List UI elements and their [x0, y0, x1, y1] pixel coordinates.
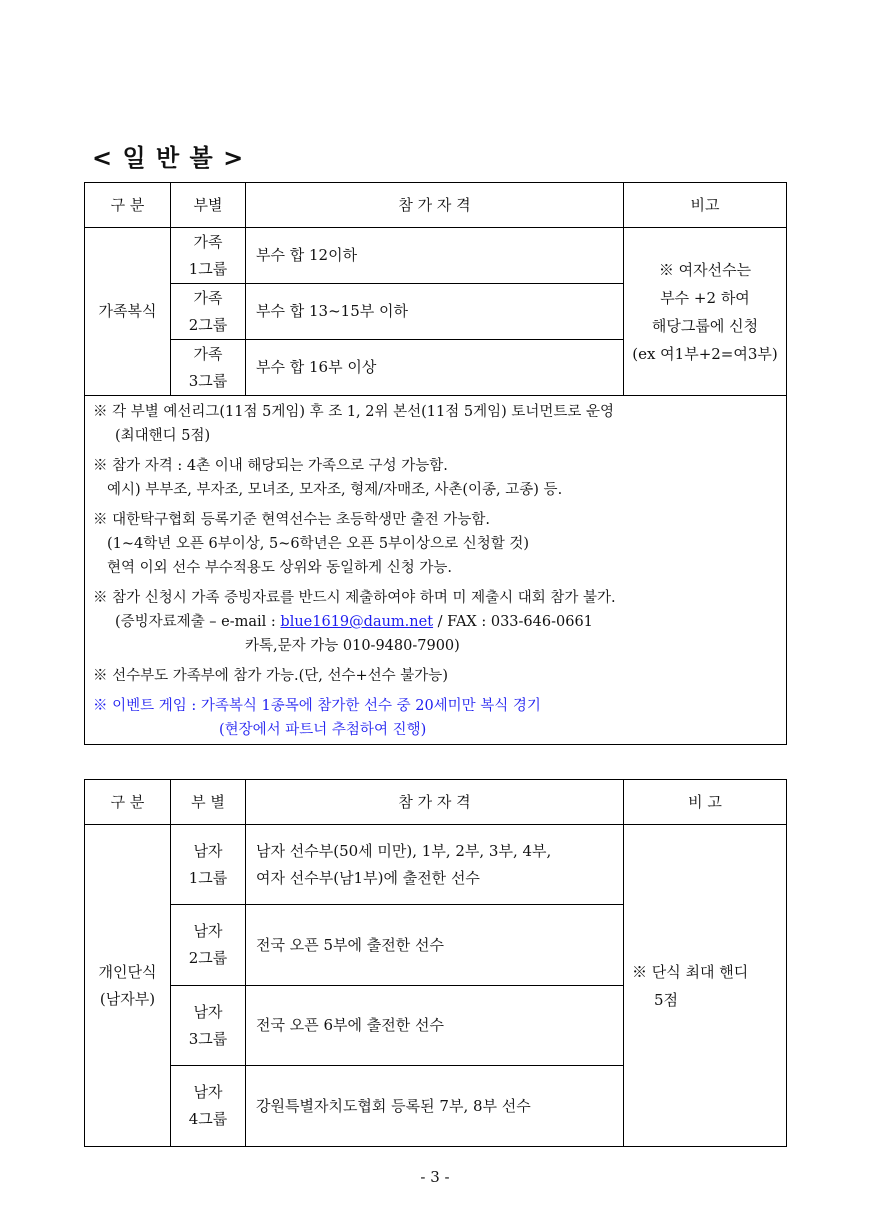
remark-cell [624, 825, 787, 1147]
table-row [85, 825, 787, 905]
qualification-cell: 부수 합 13~15부 이하 [246, 284, 624, 340]
division-line: 남자 [193, 841, 223, 860]
qualification-cell [246, 1066, 624, 1147]
division-line: 3그룹 [188, 371, 228, 390]
table1-header-row [85, 183, 787, 228]
division-line: 4그룹 [188, 1110, 228, 1128]
division-cell [171, 986, 246, 1066]
email-link[interactable]: blue1619@daum.net [280, 614, 434, 630]
division-cell [171, 905, 246, 986]
note-line: ※ 참가 신청시 가족 증빙자료를 반드시 제출하여야 하며 미 제출시 대회 참가 불가. [93, 590, 616, 606]
table-row [85, 228, 787, 284]
family-doubles-table [84, 182, 787, 745]
qualification-cell: 부수 합 16부 이상 [246, 340, 624, 396]
category-line: 개인단식 [98, 962, 157, 981]
division-line: 남자 [193, 1083, 223, 1101]
note-line: ※ 대한탁구협회 등록기준 현역선수는 초등학생만 출전 가능함. [93, 512, 490, 528]
remark-line: 부수 +2 하여 [660, 288, 750, 307]
note-line-contact [93, 610, 778, 634]
note-line: (최대핸디 5점) [115, 428, 211, 444]
category-cell: 가족복식 [85, 228, 171, 396]
qualification-line: 강원특별자치도협회 등록된 7부, 8부 선수 [256, 1096, 531, 1115]
qualification-line: 남자 선수부(50세 미만), 1부, 2부, 3부, 4부, [256, 841, 552, 860]
event-note-line: ※ 이벤트 게임 : 가족복식 1종목에 참가한 선수 중 20세미만 복식 경기 [93, 698, 541, 714]
note-line: ※ 참가 자격 : 4촌 이내 해당되는 가족으로 구성 가능함. [93, 458, 448, 474]
qualification-cell [246, 905, 624, 986]
header-category: 구 분 [85, 183, 171, 228]
remark-line: ※ 단식 최대 핸디 [632, 962, 749, 981]
header-remark: 비 고 [624, 780, 787, 825]
remark-cell [624, 228, 787, 396]
remark-line: ※ 여자선수는 [658, 260, 752, 279]
division-line: 가족 [193, 344, 223, 363]
division-line: 1그룹 [188, 259, 228, 278]
qualification-line: 전국 오픈 6부에 출전한 선수 [256, 1016, 445, 1034]
category-line: (남자부) [99, 989, 156, 1008]
header-division: 부별 [171, 183, 246, 228]
qualification-line: 여자 선수부(남1부)에 출전한 선수 [256, 868, 480, 887]
division-line: 남자 [193, 922, 223, 940]
qualification-line: 전국 오픈 5부에 출전한 선수 [256, 935, 445, 954]
division-line: 2그룹 [188, 315, 228, 334]
remark-line: 5점 [654, 990, 679, 1009]
division-line: 1그룹 [188, 868, 228, 887]
page-number: - 3 - [420, 1168, 450, 1186]
qualification-cell [246, 825, 624, 905]
division-cell [171, 825, 246, 905]
notes-cell [85, 396, 787, 745]
division-line: 2그룹 [188, 949, 228, 967]
note-line: (1~4학년 오픈 6부이상, 5~6학년은 오픈 5부이상으로 신청할 것) [107, 536, 529, 552]
category-cell [85, 825, 171, 1147]
qualification-cell [246, 986, 624, 1066]
remark-line: 해당그룹에 신청 [651, 316, 759, 335]
note-line: ※ 선수부도 가족부에 참가 가능.(단, 선수+선수 불가능) [93, 668, 448, 684]
event-note-line: (현장에서 파트너 추첨하여 진행) [219, 722, 427, 738]
note-line: 현역 이외 선수 부수적용도 상위와 동일하게 신청 가능. [107, 560, 453, 576]
remark-line: (ex 여1부+2=여3부) [632, 344, 778, 363]
division-line: 3그룹 [188, 1029, 228, 1048]
table2-header-row [85, 780, 787, 825]
note-line: 카톡,문자 가능 010-9480-7900) [245, 638, 460, 654]
header-qualification: 참 가 자 격 [246, 780, 624, 825]
note-line: 예시) 부부조, 부자조, 모녀조, 모자조, 형제/자매조, 사촌(이종, 고종) 등. [107, 482, 563, 498]
contact-prefix: (증빙자료제출 – e-mail : [115, 614, 281, 630]
header-category: 구 분 [85, 780, 171, 825]
division-cell [171, 1066, 246, 1147]
header-division: 부 별 [171, 780, 246, 825]
mens-singles-table [84, 779, 787, 1147]
qualification-cell: 부수 합 12이하 [246, 228, 624, 284]
division-line: 가족 [193, 232, 223, 251]
section-title: < 일 반 볼 > [92, 144, 245, 172]
division-cell [171, 340, 246, 396]
header-remark: 비고 [624, 183, 787, 228]
notes-row [85, 396, 787, 745]
fax-text: / FAX : 033-646-0661 [433, 614, 593, 630]
note-line: ※ 각 부별 예선리그(11점 5게임) 후 조 1, 2위 본선(11점 5게임) 토너먼트로 운영 [93, 404, 615, 420]
division-line: 가족 [193, 288, 223, 307]
division-line: 남자 [193, 1002, 223, 1021]
division-cell [171, 228, 246, 284]
division-cell [171, 284, 246, 340]
header-qualification: 참 가 자 격 [246, 183, 624, 228]
